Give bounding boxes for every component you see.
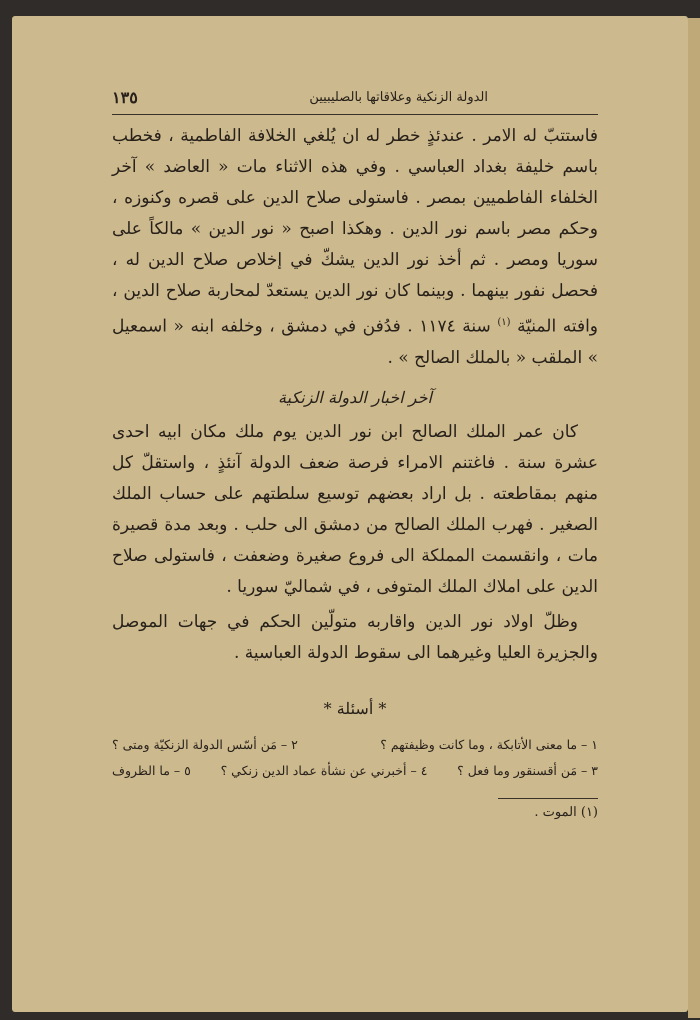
question-5: ٥ – ما الظروف [112, 762, 191, 778]
question-3: ٣ – مَن أقسنقور وما فعل ؟ [457, 762, 598, 778]
question-4: ٤ – أخبرني عن نشأة عماد الدين زنكي ؟ [220, 762, 428, 778]
section-heading: آخر اخبار الدولة الزنكية [278, 387, 432, 407]
running-title: الدولة الزنكية وعلاقاتها بالصليبيين [309, 90, 488, 105]
page-number: ١٣٥ [112, 88, 138, 107]
paragraph-1 [112, 121, 598, 374]
paragraph-3: وظلّ اولاد نور الدين واقاربه متولّين الحكم في جهات الموصل والجزيرة العليا وغيرهما الى سقوط الدولة العباسية . [112, 611, 598, 663]
footnote: (١) الموت . [534, 804, 598, 820]
running-header [112, 86, 598, 115]
page-content [112, 86, 598, 820]
footnote-divider [498, 798, 598, 799]
paragraph-1-text: فاستتبّ له الامر . عندئذٍ خطر له ان يُلغي الخلافة الفاطمية ، فخطب باسم خليفة بغداد العباسي . وفي هذه الاثناء مات « العاضد » آخر الخلفاء الفاطميين بمصر . فاستولى صلاح الدين على قصره وكنوزه ، وحكم مصر باسم نور الدين . وهكذا اصبح « نور الدين » مالكاً على سوريا ومصر . ثم أخذ نور الدين يشكّ في إخلاص صلاح الدين له ، فحصل نفور بينهما . وبينما كان نور الدين يستعدّ لمحاربة صلاح الدين ، وافته المنيّة [112, 126, 598, 337]
question-2: ٢ – مَن أسّس الدولة الزنكيّة ومتى ؟ [112, 736, 298, 752]
questions-line-1 [112, 732, 598, 758]
paragraph-2: كان عمر الملك الصالح ابن نور الدين يوم ملك مكان ابيه احدى عشرة سنة . فاغتنم الامراء فرصة ضعف الدولة آنئذٍ ، واستقلّ كل منهم بمقاطعته . بل اراد بعضهم توسيع سلطتهم على حساب الملك الصغير . فهرب الملك الصالح من دمشق الى حلب . وبعد مدة قصيرة مات ، وانقسمت المملكة الى فروع صغيرة وضعفت ، فاستولى صلاح الدين على املاك الملك المتوفى ، في شماليّ سوريا . [112, 421, 598, 597]
paragraph-1-end: سنة ١١٧٤ . فدُفن في دمشق ، وخلفه ابنه « اسمعيل » الملقب « بالملك الصالح » . [112, 316, 598, 368]
questions-line-2 [112, 758, 598, 784]
footnote-reference: (١) [497, 317, 511, 328]
next-page-edge [688, 18, 700, 1018]
question-1: ١ – ما معنى الأتابكة ، وما كانت وظيفتهم ؟ [380, 736, 598, 752]
questions-heading: * أسئلة * [323, 698, 387, 718]
